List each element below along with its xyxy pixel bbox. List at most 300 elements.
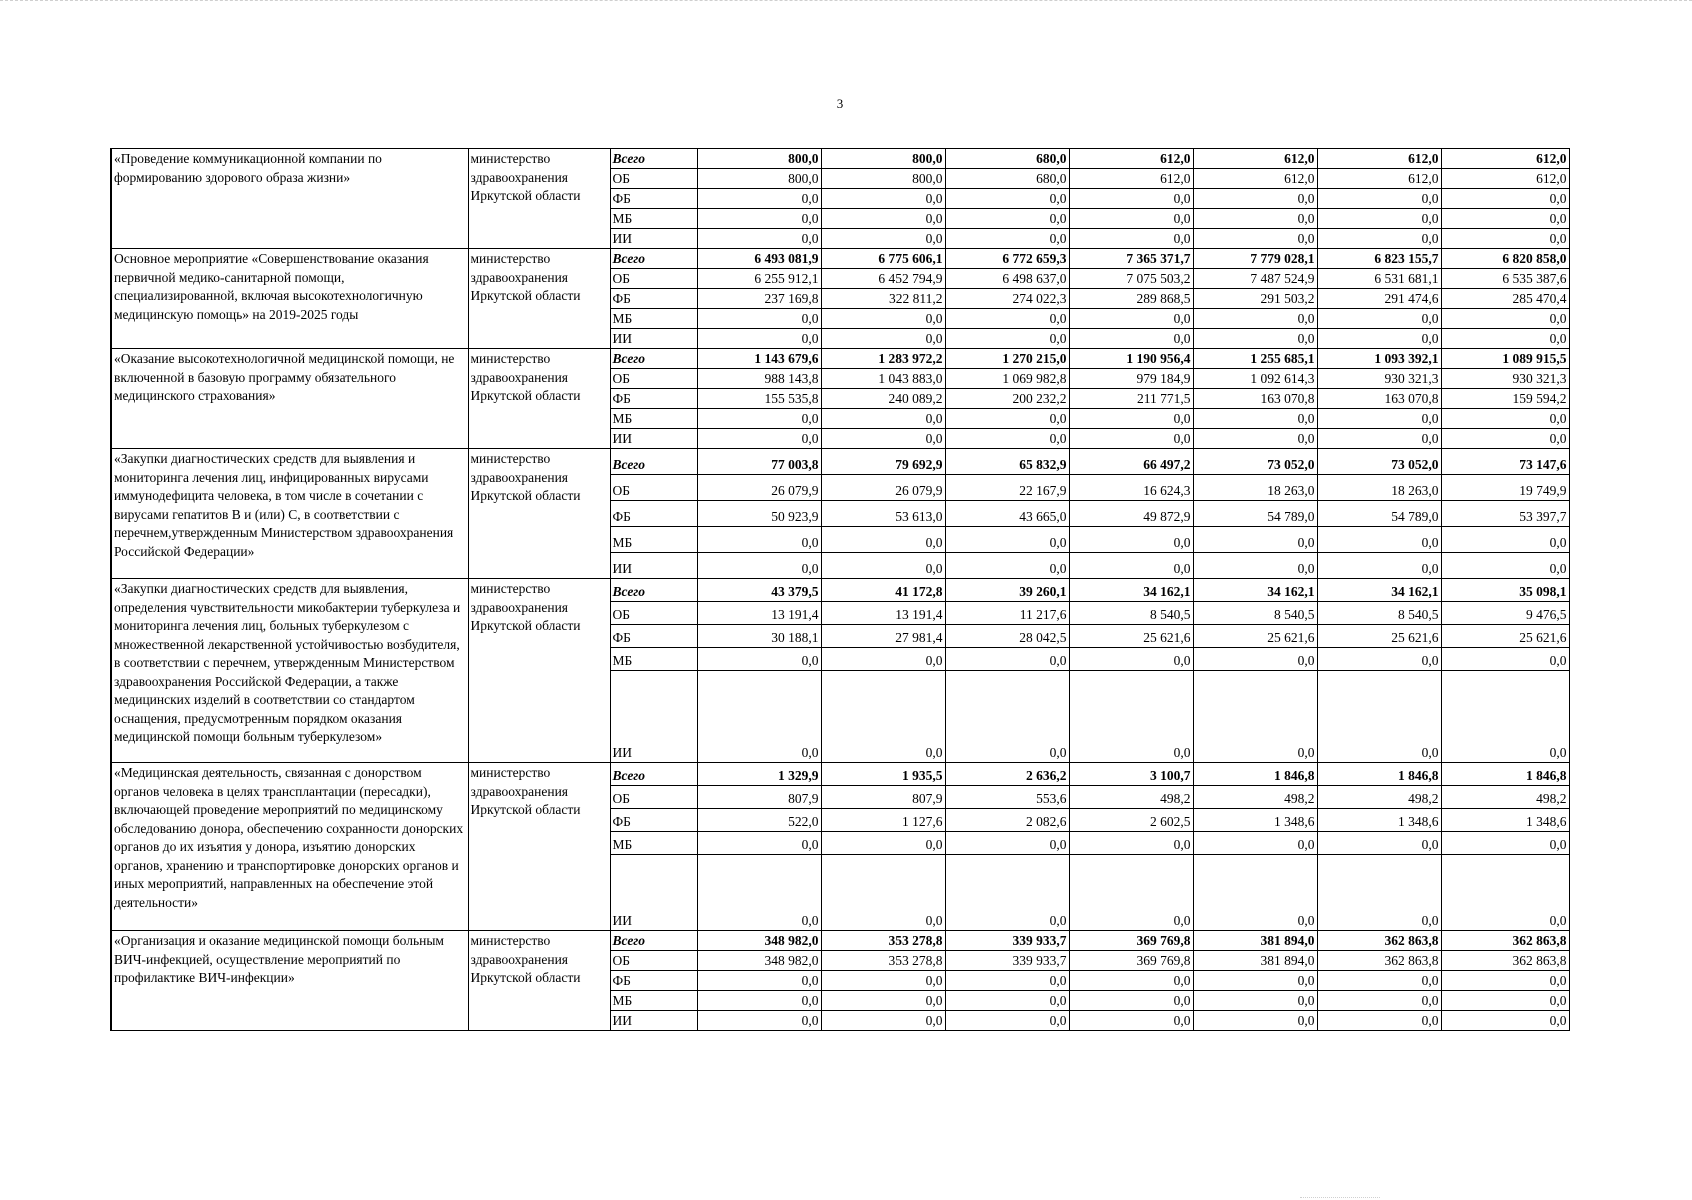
amount-cell: 0,0 bbox=[821, 229, 945, 249]
amount-cell: 30 188,1 bbox=[697, 625, 821, 648]
amount-cell: 0,0 bbox=[821, 855, 945, 931]
amount-cell: 3 100,7 bbox=[1069, 763, 1193, 786]
amount-cell: 27 981,4 bbox=[821, 625, 945, 648]
amount-cell: 0,0 bbox=[1069, 971, 1193, 991]
amount-cell: 0,0 bbox=[821, 671, 945, 763]
funding-source: Всего bbox=[610, 349, 697, 369]
funding-source: Всего bbox=[610, 449, 697, 475]
funding-source: ОБ bbox=[610, 269, 697, 289]
amount-cell: 522,0 bbox=[697, 809, 821, 832]
amount-cell: 0,0 bbox=[1441, 553, 1569, 579]
amount-cell: 25 621,6 bbox=[1441, 625, 1569, 648]
funding-source: Всего bbox=[610, 149, 697, 169]
amount-cell: 0,0 bbox=[945, 189, 1069, 209]
amount-cell: 0,0 bbox=[945, 1011, 1069, 1031]
amount-cell: 0,0 bbox=[1317, 971, 1441, 991]
executor-name: министерство здравоохранения Иркутской области bbox=[468, 579, 610, 763]
amount-cell: 7 365 371,7 bbox=[1069, 249, 1193, 269]
amount-cell: 0,0 bbox=[697, 527, 821, 553]
amount-cell: 0,0 bbox=[821, 648, 945, 671]
amount-cell: 26 079,9 bbox=[697, 475, 821, 501]
amount-cell: 0,0 bbox=[697, 329, 821, 349]
amount-cell: 339 933,7 bbox=[945, 951, 1069, 971]
amount-cell: 348 982,0 bbox=[697, 931, 821, 951]
amount-cell: 0,0 bbox=[821, 189, 945, 209]
amount-cell: 353 278,8 bbox=[821, 951, 945, 971]
amount-cell: 25 621,6 bbox=[1193, 625, 1317, 648]
amount-cell: 6 823 155,7 bbox=[1317, 249, 1441, 269]
amount-cell: 0,0 bbox=[1193, 648, 1317, 671]
amount-cell: 73 052,0 bbox=[1193, 449, 1317, 475]
amount-cell: 0,0 bbox=[1317, 648, 1441, 671]
amount-cell: 0,0 bbox=[1441, 991, 1569, 1011]
amount-cell: 34 162,1 bbox=[1317, 579, 1441, 602]
amount-cell: 0,0 bbox=[697, 648, 821, 671]
amount-cell: 0,0 bbox=[1069, 855, 1193, 931]
activity-name: «Медицинская деятельность, связанная с донорством органов человека в целях трансплантации (пересадки), включающей проведение мероприятий по медицинскому обследованию донора, обеспечению сохранности донорских органов до их изъятия у донора, изъятию донорских органов, хранению и транспортировке донорских органов и иных мероприятий, направленных на обеспечение этой деятельности» bbox=[111, 763, 468, 931]
amount-cell: 498,2 bbox=[1441, 786, 1569, 809]
amount-cell: 1 348,6 bbox=[1441, 809, 1569, 832]
amount-cell: 34 162,1 bbox=[1069, 579, 1193, 602]
amount-cell: 0,0 bbox=[1317, 229, 1441, 249]
amount-cell: 7 075 503,2 bbox=[1069, 269, 1193, 289]
amount-cell: 53 613,0 bbox=[821, 501, 945, 527]
funding-source: ИИ bbox=[610, 429, 697, 449]
amount-cell: 0,0 bbox=[1441, 209, 1569, 229]
amount-cell: 291 503,2 bbox=[1193, 289, 1317, 309]
funding-source: ИИ bbox=[610, 329, 697, 349]
amount-cell: 6 493 081,9 bbox=[697, 249, 821, 269]
amount-cell: 0,0 bbox=[1441, 648, 1569, 671]
amount-cell: 0,0 bbox=[1193, 409, 1317, 429]
amount-cell: 43 379,5 bbox=[697, 579, 821, 602]
amount-cell: 680,0 bbox=[945, 149, 1069, 169]
amount-cell: 291 474,6 bbox=[1317, 289, 1441, 309]
amount-cell: 73 147,6 bbox=[1441, 449, 1569, 475]
activity-name: «Закупки диагностических средств для выявления, определения чувствительности микобактерии туберкулеза и мониторинга лечения лиц, больных туберкулезом с множественной лекарственной устойчивостью возбудителя, в соответствии с перечнем, утвержденным Министерством здравоохранения Российской Федерации, а также медицинских изделий в соответствии со стандартом оснащения, предусмотренным порядком оказания медицинской помощи больным туберкулезом» bbox=[111, 579, 468, 763]
amount-cell: 0,0 bbox=[1069, 189, 1193, 209]
table-row bbox=[111, 149, 1569, 169]
amount-cell: 0,0 bbox=[945, 991, 1069, 1011]
amount-cell: 0,0 bbox=[1317, 329, 1441, 349]
amount-cell: 13 191,4 bbox=[821, 602, 945, 625]
amount-cell: 0,0 bbox=[1441, 527, 1569, 553]
amount-cell: 13 191,4 bbox=[697, 602, 821, 625]
executor-name: министерство здравоохранения Иркутской области bbox=[468, 349, 610, 449]
amount-cell: 1 270 215,0 bbox=[945, 349, 1069, 369]
amount-cell: 0,0 bbox=[1193, 209, 1317, 229]
amount-cell: 0,0 bbox=[1069, 309, 1193, 329]
amount-cell: 0,0 bbox=[1193, 832, 1317, 855]
amount-cell: 0,0 bbox=[821, 1011, 945, 1031]
amount-cell: 381 894,0 bbox=[1193, 951, 1317, 971]
amount-cell: 553,6 bbox=[945, 786, 1069, 809]
amount-cell: 8 540,5 bbox=[1069, 602, 1193, 625]
amount-cell: 0,0 bbox=[1193, 991, 1317, 1011]
amount-cell: 0,0 bbox=[1193, 971, 1317, 991]
table-row bbox=[111, 763, 1569, 786]
amount-cell: 16 624,3 bbox=[1069, 475, 1193, 501]
amount-cell: 0,0 bbox=[1193, 1011, 1317, 1031]
amount-cell: 348 982,0 bbox=[697, 951, 821, 971]
amount-cell: 322 811,2 bbox=[821, 289, 945, 309]
budget-table-body bbox=[111, 149, 1569, 1031]
amount-cell: 159 594,2 bbox=[1441, 389, 1569, 409]
amount-cell: 612,0 bbox=[1069, 149, 1193, 169]
amount-cell: 25 621,6 bbox=[1317, 625, 1441, 648]
amount-cell: 6 452 794,9 bbox=[821, 269, 945, 289]
amount-cell: 66 497,2 bbox=[1069, 449, 1193, 475]
amount-cell: 1 846,8 bbox=[1317, 763, 1441, 786]
amount-cell: 0,0 bbox=[1317, 189, 1441, 209]
amount-cell: 0,0 bbox=[1317, 429, 1441, 449]
amount-cell: 930 321,3 bbox=[1317, 369, 1441, 389]
funding-source: ФБ bbox=[610, 189, 697, 209]
funding-source: МБ bbox=[610, 527, 697, 553]
amount-cell: 0,0 bbox=[821, 209, 945, 229]
activity-name: «Оказание высокотехнологичной медицинской помощи, не включенной в базовую программу обязательного медицинского страхования» bbox=[111, 349, 468, 449]
amount-cell: 807,9 bbox=[821, 786, 945, 809]
activity-name: «Проведение коммуникационной компании по формированию здорового образа жизни» bbox=[111, 149, 468, 249]
amount-cell: 0,0 bbox=[697, 671, 821, 763]
amount-cell: 800,0 bbox=[821, 169, 945, 189]
amount-cell: 0,0 bbox=[1441, 429, 1569, 449]
amount-cell: 0,0 bbox=[1193, 309, 1317, 329]
funding-source: ОБ bbox=[610, 786, 697, 809]
amount-cell: 0,0 bbox=[945, 429, 1069, 449]
amount-cell: 19 749,9 bbox=[1441, 475, 1569, 501]
scan-top-edge bbox=[0, 0, 1692, 3]
amount-cell: 0,0 bbox=[1069, 671, 1193, 763]
amount-cell: 680,0 bbox=[945, 169, 1069, 189]
funding-source: ИИ bbox=[610, 1011, 697, 1031]
funding-source: Всего bbox=[610, 579, 697, 602]
amount-cell: 0,0 bbox=[697, 971, 821, 991]
amount-cell: 0,0 bbox=[697, 553, 821, 579]
budget-table bbox=[110, 148, 1570, 1031]
amount-cell: 612,0 bbox=[1441, 149, 1569, 169]
amount-cell: 6 772 659,3 bbox=[945, 249, 1069, 269]
amount-cell: 0,0 bbox=[1069, 991, 1193, 1011]
amount-cell: 612,0 bbox=[1193, 169, 1317, 189]
amount-cell: 77 003,8 bbox=[697, 449, 821, 475]
amount-cell: 0,0 bbox=[697, 855, 821, 931]
amount-cell: 0,0 bbox=[1441, 409, 1569, 429]
amount-cell: 34 162,1 bbox=[1193, 579, 1317, 602]
amount-cell: 0,0 bbox=[821, 309, 945, 329]
amount-cell: 339 933,7 bbox=[945, 931, 1069, 951]
amount-cell: 612,0 bbox=[1317, 149, 1441, 169]
amount-cell: 0,0 bbox=[697, 309, 821, 329]
amount-cell: 0,0 bbox=[697, 229, 821, 249]
amount-cell: 0,0 bbox=[945, 409, 1069, 429]
amount-cell: 0,0 bbox=[821, 991, 945, 1011]
amount-cell: 0,0 bbox=[1069, 209, 1193, 229]
amount-cell: 0,0 bbox=[697, 209, 821, 229]
funding-source: МБ bbox=[610, 832, 697, 855]
amount-cell: 1 093 392,1 bbox=[1317, 349, 1441, 369]
amount-cell: 1 089 915,5 bbox=[1441, 349, 1569, 369]
amount-cell: 6 531 681,1 bbox=[1317, 269, 1441, 289]
amount-cell: 0,0 bbox=[697, 189, 821, 209]
amount-cell: 163 070,8 bbox=[1317, 389, 1441, 409]
amount-cell: 7 487 524,9 bbox=[1193, 269, 1317, 289]
amount-cell: 0,0 bbox=[1441, 855, 1569, 931]
amount-cell: 6 775 606,1 bbox=[821, 249, 945, 269]
amount-cell: 0,0 bbox=[821, 553, 945, 579]
amount-cell: 73 052,0 bbox=[1317, 449, 1441, 475]
amount-cell: 0,0 bbox=[1069, 409, 1193, 429]
amount-cell: 285 470,4 bbox=[1441, 289, 1569, 309]
amount-cell: 0,0 bbox=[1317, 527, 1441, 553]
activity-name: «Организация и оказание медицинской помощи больным ВИЧ-инфекцией, осуществление мероприятий по профилактике ВИЧ-инфекции» bbox=[111, 931, 468, 1031]
amount-cell: 1 935,5 bbox=[821, 763, 945, 786]
amount-cell: 0,0 bbox=[1441, 309, 1569, 329]
amount-cell: 807,9 bbox=[697, 786, 821, 809]
amount-cell: 43 665,0 bbox=[945, 501, 1069, 527]
amount-cell: 1 043 883,0 bbox=[821, 369, 945, 389]
amount-cell: 1 329,9 bbox=[697, 763, 821, 786]
amount-cell: 612,0 bbox=[1441, 169, 1569, 189]
amount-cell: 0,0 bbox=[1317, 1011, 1441, 1031]
funding-source: ФБ bbox=[610, 289, 697, 309]
funding-source: ФБ bbox=[610, 625, 697, 648]
funding-source: ФБ bbox=[610, 389, 697, 409]
amount-cell: 0,0 bbox=[1069, 1011, 1193, 1031]
amount-cell: 6 255 912,1 bbox=[697, 269, 821, 289]
amount-cell: 0,0 bbox=[1193, 329, 1317, 349]
funding-source: МБ bbox=[610, 409, 697, 429]
activity-name: Основное мероприятие «Совершенствование оказания первичной медико-санитарной помощи, специализированной, включая высокотехнологичную медицинскую помощь» на 2019-2025 годы bbox=[111, 249, 468, 349]
amount-cell: 2 602,5 bbox=[1069, 809, 1193, 832]
amount-cell: 0,0 bbox=[821, 429, 945, 449]
amount-cell: 0,0 bbox=[1069, 429, 1193, 449]
amount-cell: 49 872,9 bbox=[1069, 501, 1193, 527]
amount-cell: 6 820 858,0 bbox=[1441, 249, 1569, 269]
funding-source: ИИ bbox=[610, 229, 697, 249]
funding-source: ОБ bbox=[610, 475, 697, 501]
amount-cell: 0,0 bbox=[1317, 671, 1441, 763]
amount-cell: 0,0 bbox=[1317, 855, 1441, 931]
funding-source: Всего bbox=[610, 763, 697, 786]
amount-cell: 0,0 bbox=[1317, 309, 1441, 329]
amount-cell: 369 769,8 bbox=[1069, 931, 1193, 951]
funding-source: ФБ bbox=[610, 971, 697, 991]
table-row bbox=[111, 449, 1569, 475]
amount-cell: 1 143 679,6 bbox=[697, 349, 821, 369]
amount-cell: 362 863,8 bbox=[1441, 931, 1569, 951]
amount-cell: 163 070,8 bbox=[1193, 389, 1317, 409]
amount-cell: 0,0 bbox=[697, 429, 821, 449]
amount-cell: 0,0 bbox=[1441, 1011, 1569, 1031]
funding-source: МБ bbox=[610, 309, 697, 329]
funding-source: ИИ bbox=[610, 855, 697, 931]
executor-name: министерство здравоохранения Иркутской области bbox=[468, 931, 610, 1031]
amount-cell: 1 127,6 bbox=[821, 809, 945, 832]
amount-cell: 289 868,5 bbox=[1069, 289, 1193, 309]
amount-cell: 0,0 bbox=[1441, 671, 1569, 763]
amount-cell: 0,0 bbox=[1069, 229, 1193, 249]
amount-cell: 0,0 bbox=[945, 855, 1069, 931]
amount-cell: 0,0 bbox=[821, 329, 945, 349]
amount-cell: 612,0 bbox=[1317, 169, 1441, 189]
amount-cell: 1 846,8 bbox=[1441, 763, 1569, 786]
amount-cell: 0,0 bbox=[821, 527, 945, 553]
table-row bbox=[111, 349, 1569, 369]
executor-name: министерство здравоохранения Иркутской области bbox=[468, 149, 610, 249]
amount-cell: 1 092 614,3 bbox=[1193, 369, 1317, 389]
amount-cell: 0,0 bbox=[945, 229, 1069, 249]
amount-cell: 6 498 637,0 bbox=[945, 269, 1069, 289]
funding-source: ОБ bbox=[610, 602, 697, 625]
amount-cell: 155 535,8 bbox=[697, 389, 821, 409]
amount-cell: 0,0 bbox=[821, 832, 945, 855]
funding-source: Всего bbox=[610, 931, 697, 951]
amount-cell: 362 863,8 bbox=[1441, 951, 1569, 971]
amount-cell: 50 923,9 bbox=[697, 501, 821, 527]
funding-source: ОБ bbox=[610, 369, 697, 389]
amount-cell: 79 692,9 bbox=[821, 449, 945, 475]
amount-cell: 1 846,8 bbox=[1193, 763, 1317, 786]
amount-cell: 0,0 bbox=[1193, 527, 1317, 553]
amount-cell: 0,0 bbox=[945, 309, 1069, 329]
amount-cell: 498,2 bbox=[1317, 786, 1441, 809]
amount-cell: 0,0 bbox=[945, 553, 1069, 579]
funding-source: ИИ bbox=[610, 671, 697, 763]
amount-cell: 362 863,8 bbox=[1317, 951, 1441, 971]
funding-source: МБ bbox=[610, 991, 697, 1011]
amount-cell: 7 779 028,1 bbox=[1193, 249, 1317, 269]
amount-cell: 0,0 bbox=[1317, 553, 1441, 579]
amount-cell: 39 260,1 bbox=[945, 579, 1069, 602]
amount-cell: 930 321,3 bbox=[1441, 369, 1569, 389]
table-row bbox=[111, 249, 1569, 269]
amount-cell: 0,0 bbox=[1317, 832, 1441, 855]
amount-cell: 612,0 bbox=[1069, 169, 1193, 189]
amount-cell: 0,0 bbox=[697, 409, 821, 429]
amount-cell: 0,0 bbox=[945, 209, 1069, 229]
amount-cell: 0,0 bbox=[1193, 855, 1317, 931]
amount-cell: 362 863,8 bbox=[1317, 931, 1441, 951]
amount-cell: 0,0 bbox=[945, 832, 1069, 855]
amount-cell: 0,0 bbox=[1441, 189, 1569, 209]
amount-cell: 35 098,1 bbox=[1441, 579, 1569, 602]
table-row bbox=[111, 579, 1569, 602]
amount-cell: 65 832,9 bbox=[945, 449, 1069, 475]
amount-cell: 1 190 956,4 bbox=[1069, 349, 1193, 369]
amount-cell: 0,0 bbox=[1317, 209, 1441, 229]
amount-cell: 22 167,9 bbox=[945, 475, 1069, 501]
amount-cell: 0,0 bbox=[1193, 429, 1317, 449]
amount-cell: 0,0 bbox=[1317, 991, 1441, 1011]
amount-cell: 54 789,0 bbox=[1193, 501, 1317, 527]
amount-cell: 53 397,7 bbox=[1441, 501, 1569, 527]
amount-cell: 1 255 685,1 bbox=[1193, 349, 1317, 369]
amount-cell: 274 022,3 bbox=[945, 289, 1069, 309]
amount-cell: 25 621,6 bbox=[1069, 625, 1193, 648]
amount-cell: 8 540,5 bbox=[1317, 602, 1441, 625]
amount-cell: 353 278,8 bbox=[821, 931, 945, 951]
amount-cell: 0,0 bbox=[1441, 329, 1569, 349]
amount-cell: 0,0 bbox=[945, 971, 1069, 991]
amount-cell: 9 476,5 bbox=[1441, 602, 1569, 625]
amount-cell: 41 172,8 bbox=[821, 579, 945, 602]
amount-cell: 979 184,9 bbox=[1069, 369, 1193, 389]
amount-cell: 0,0 bbox=[1441, 832, 1569, 855]
amount-cell: 1 348,6 bbox=[1193, 809, 1317, 832]
funding-source: Всего bbox=[610, 249, 697, 269]
amount-cell: 11 217,6 bbox=[945, 602, 1069, 625]
amount-cell: 800,0 bbox=[697, 169, 821, 189]
amount-cell: 8 540,5 bbox=[1193, 602, 1317, 625]
amount-cell: 0,0 bbox=[1069, 527, 1193, 553]
funding-source: ФБ bbox=[610, 809, 697, 832]
amount-cell: 0,0 bbox=[1069, 329, 1193, 349]
amount-cell: 0,0 bbox=[1317, 409, 1441, 429]
amount-cell: 381 894,0 bbox=[1193, 931, 1317, 951]
amount-cell: 988 143,8 bbox=[697, 369, 821, 389]
table-row bbox=[111, 931, 1569, 951]
funding-source: ОБ bbox=[610, 169, 697, 189]
amount-cell: 369 769,8 bbox=[1069, 951, 1193, 971]
amount-cell: 0,0 bbox=[1069, 832, 1193, 855]
amount-cell: 0,0 bbox=[1193, 553, 1317, 579]
page-number: 3 bbox=[836, 96, 844, 111]
amount-cell: 1 348,6 bbox=[1317, 809, 1441, 832]
amount-cell: 18 263,0 bbox=[1193, 475, 1317, 501]
amount-cell: 612,0 bbox=[1193, 149, 1317, 169]
amount-cell: 28 042,5 bbox=[945, 625, 1069, 648]
amount-cell: 0,0 bbox=[1193, 189, 1317, 209]
amount-cell: 0,0 bbox=[945, 671, 1069, 763]
amount-cell: 0,0 bbox=[1441, 971, 1569, 991]
funding-source: МБ bbox=[610, 209, 697, 229]
amount-cell: 0,0 bbox=[945, 648, 1069, 671]
funding-source: ОБ bbox=[610, 951, 697, 971]
amount-cell: 18 263,0 bbox=[1317, 475, 1441, 501]
amount-cell: 0,0 bbox=[697, 832, 821, 855]
amount-cell: 498,2 bbox=[1193, 786, 1317, 809]
amount-cell: 240 089,2 bbox=[821, 389, 945, 409]
amount-cell: 6 535 387,6 bbox=[1441, 269, 1569, 289]
amount-cell: 0,0 bbox=[945, 329, 1069, 349]
amount-cell: 0,0 bbox=[697, 991, 821, 1011]
amount-cell: 54 789,0 bbox=[1317, 501, 1441, 527]
amount-cell: 0,0 bbox=[821, 971, 945, 991]
executor-name: министерство здравоохранения Иркутской области bbox=[468, 763, 610, 931]
amount-cell: 26 079,9 bbox=[821, 475, 945, 501]
amount-cell: 211 771,5 bbox=[1069, 389, 1193, 409]
amount-cell: 0,0 bbox=[1069, 648, 1193, 671]
amount-cell: 200 232,2 bbox=[945, 389, 1069, 409]
amount-cell: 498,2 bbox=[1069, 786, 1193, 809]
funding-source: ИИ bbox=[610, 553, 697, 579]
amount-cell: 1 069 982,8 bbox=[945, 369, 1069, 389]
amount-cell: 0,0 bbox=[697, 1011, 821, 1031]
amount-cell: 0,0 bbox=[1193, 671, 1317, 763]
executor-name: министерство здравоохранения Иркутской области bbox=[468, 449, 610, 579]
amount-cell: 0,0 bbox=[1069, 553, 1193, 579]
amount-cell: 2 082,6 bbox=[945, 809, 1069, 832]
amount-cell: 2 636,2 bbox=[945, 763, 1069, 786]
scan-artifact bbox=[1300, 1197, 1380, 1199]
amount-cell: 0,0 bbox=[1441, 229, 1569, 249]
amount-cell: 800,0 bbox=[821, 149, 945, 169]
amount-cell: 800,0 bbox=[697, 149, 821, 169]
executor-name: министерство здравоохранения Иркутской области bbox=[468, 249, 610, 349]
amount-cell: 0,0 bbox=[821, 409, 945, 429]
amount-cell: 0,0 bbox=[945, 527, 1069, 553]
